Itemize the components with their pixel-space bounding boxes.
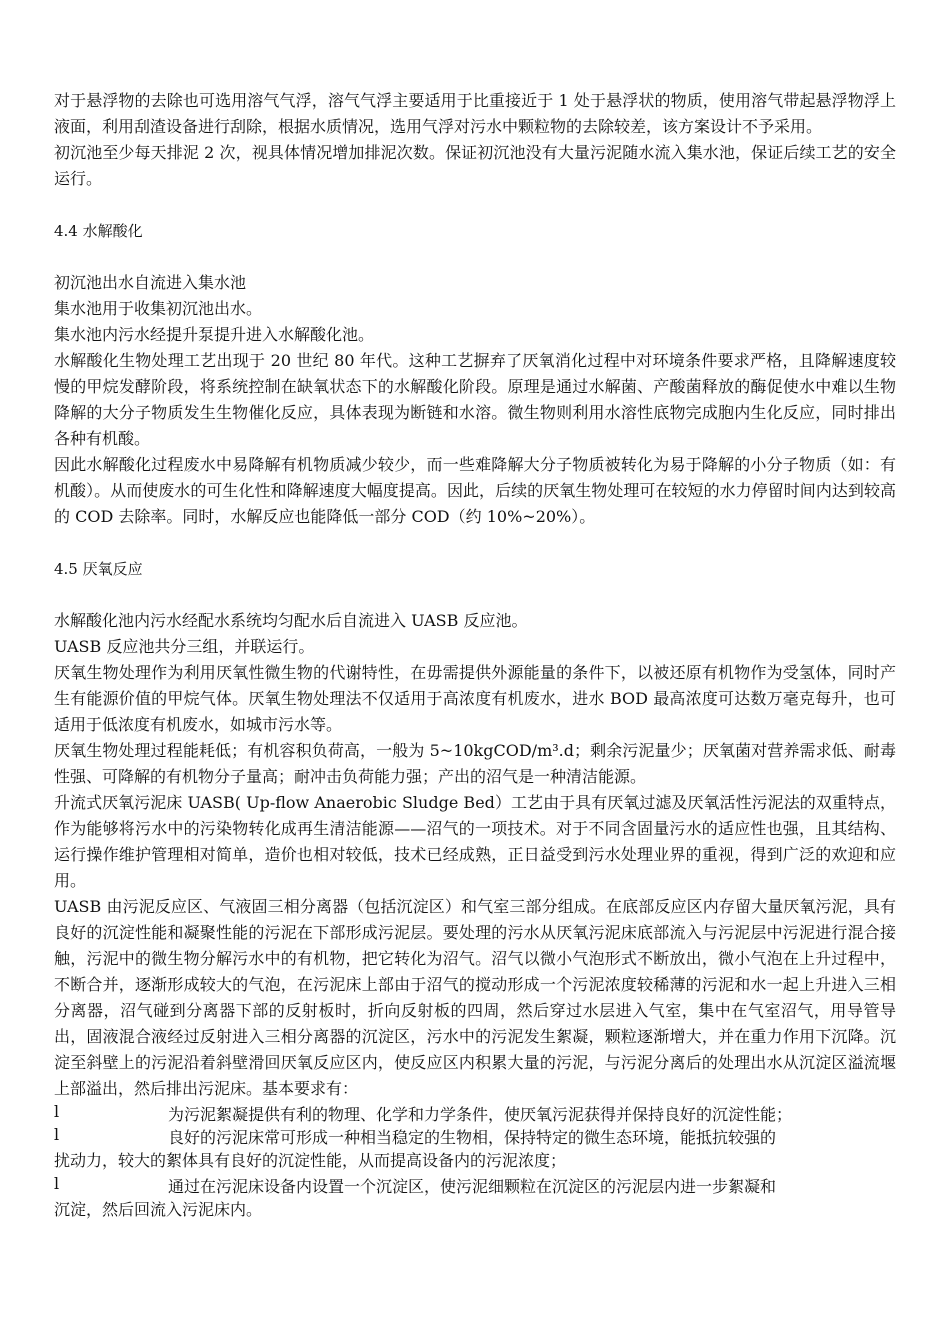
- paragraph: 因此水解酸化过程废水中易降解有机物质减少较少，而一些难降解大分子物质被转化为易于降解的小分子物质（如：有机酸）。从而使废水的可生化性和降解速度大幅度提高。因此，后续的厌氧生物处理可在较短的水力停留时间内达到较高的 COD 去除率。同时，水解反应也能降低一部分 COD（约 10%~20%）。: [54, 455, 896, 526]
- paragraph: 厌氧生物处理作为利用厌氧性微生物的代谢特性，在毋需提供外源能量的条件下，以被还原有机物作为受氢体，同时产生有能源价值的甲烷气体。厌氧生物处理法不仅适用于高浓度有机废水，进水 BOD 最高浓度可达数万毫克每升，也可适用于低浓度有机废水，如城市污水等。: [54, 663, 896, 734]
- paragraph: 初沉池至少每天排泥 2 次，视具体情况增加排泥次数。保证初沉池没有大量污泥随水流入集水池，保证后续工艺的安全运行。: [54, 143, 896, 188]
- list-item-continuation: 扰动力，较大的絮体具有良好的沉淀性能，从而提高设备内的污泥浓度；: [54, 1151, 567, 1170]
- bullet-marker: l: [54, 1174, 60, 1193]
- list-item-text: 为污泥絮凝提供有利的物理、化学和力学条件，使厌氧污泥获得并保持良好的沉淀性能；: [168, 1105, 793, 1124]
- document-page: [54, 88, 896, 1223]
- paragraph: 水解酸化生物处理工艺出现于 20 世纪 80 年代。这种工艺摒弃了厌氧消化过程中对环境条件要求严格，且降解速度较慢的甲烷发酵阶段，将系统控制在缺氧状态下的水解酸化阶段。原理是通过水解菌、产酸菌释放的酶促使水中难以生物降解的大分子物质发生生物催化反应，具体表现为断链和水溶。微生物则利用水溶性底物完成胞内生化反应，同时排出各种有机酸。: [54, 351, 896, 448]
- paragraph: 厌氧生物处理过程能耗低；有机容积负荷高，一般为 5~10kgCOD/m³.d；剩余污泥量少；厌氧菌对营养需求低、耐毒性强、可降解的有机物分子量高；耐冲击负荷能力强；产出的沼气是一种清洁能源。: [54, 741, 896, 786]
- bullet-marker: l: [54, 1125, 60, 1144]
- text-line: 水解酸化池内污水经配水系统均匀配水后自流进入 UASB 反应池。: [54, 611, 528, 630]
- text-line: 初沉池出水自流进入集水池: [54, 273, 247, 292]
- bullet-marker: l: [54, 1102, 60, 1121]
- text-line: 集水池内污水经提升泵提升进入水解酸化池。: [54, 325, 375, 344]
- list-item-text: 良好的污泥床常可形成一种相当稳定的生物相，保持特定的微生态环境，能抵抗较强的: [168, 1128, 777, 1147]
- list-item: [54, 1125, 896, 1148]
- section-heading: 4.5 厌氧反应: [54, 560, 143, 578]
- list-item-text: 通过在污泥床设备内设置一个沉淀区，使污泥细颗粒在沉淀区的污泥层内进一步絮凝和: [168, 1177, 777, 1196]
- paragraph: 升流式厌氧污泥床 UASB( Up-flow Anaerobic Sludge Bed）工艺由于具有厌氧过滤及厌氧活性污泥法的双重特点，作为能够将污水中的污染物转化成再生清洁能源——沼气的一项技术。对于不同含固量污水的适应性也强，且其结构、运行操作维护管理相对简单，造价也相对较低，技术已经成熟，正日益受到污水处理业界的重视，得到广泛的欢迎和应用。: [54, 793, 896, 890]
- text-line: UASB 反应池共分三组，并联运行。: [54, 637, 315, 656]
- list-item: [54, 1102, 896, 1125]
- paragraph: UASB 由污泥反应区、气液固三相分离器（包括沉淀区）和气室三部分组成。在底部反应区内存留大量厌氧污泥，具有良好的沉淀性能和凝聚性能的污泥在下部形成污泥层。要处理的污水从厌氧污泥床底部流入与污泥层中污泥进行混合接触，污泥中的微生物分解污水中的有机物，把它转化为沼气。沼气以微小气泡形式不断放出，微小气泡在上升过程中，不断合并，逐渐形成较大的气泡，在污泥床上部由于沼气的搅动形成一个污泥浓度较稀薄的污泥和水一起上升进入三相分离器，沼气碰到分离器下部的反射板时，折向反射板的四周，然后穿过水层进入气室，集中在气室沼气，用导管导出，固液混合液经过反射进入三相分离器的沉淀区，污水中的污泥发生絮凝，颗粒逐渐增大，并在重力作用下沉降。沉淀至斜壁上的污泥沿着斜壁滑回厌氧反应区内，使反应区内积累大量的污泥，与污泥分离后的处理出水从沉淀区溢流堰上部溢出，然后排出污泥床。基本要求有：: [54, 897, 896, 1098]
- list-item: [54, 1174, 896, 1197]
- section-heading: 4.4 水解酸化: [54, 222, 143, 240]
- text-line: 集水池用于收集初沉池出水。: [54, 299, 263, 318]
- paragraph: 对于悬浮物的去除也可选用溶气气浮，溶气气浮主要适用于比重接近于 1 处于悬浮状的物质，使用溶气带起悬浮物浮上液面，利用刮渣设备进行刮除，根据水质情况，选用气浮对污水中颗粒物的去除较差，该方案设计不予采用。: [54, 91, 896, 136]
- list-item-continuation: 沉淀，然后回流入污泥床内。: [54, 1200, 263, 1219]
